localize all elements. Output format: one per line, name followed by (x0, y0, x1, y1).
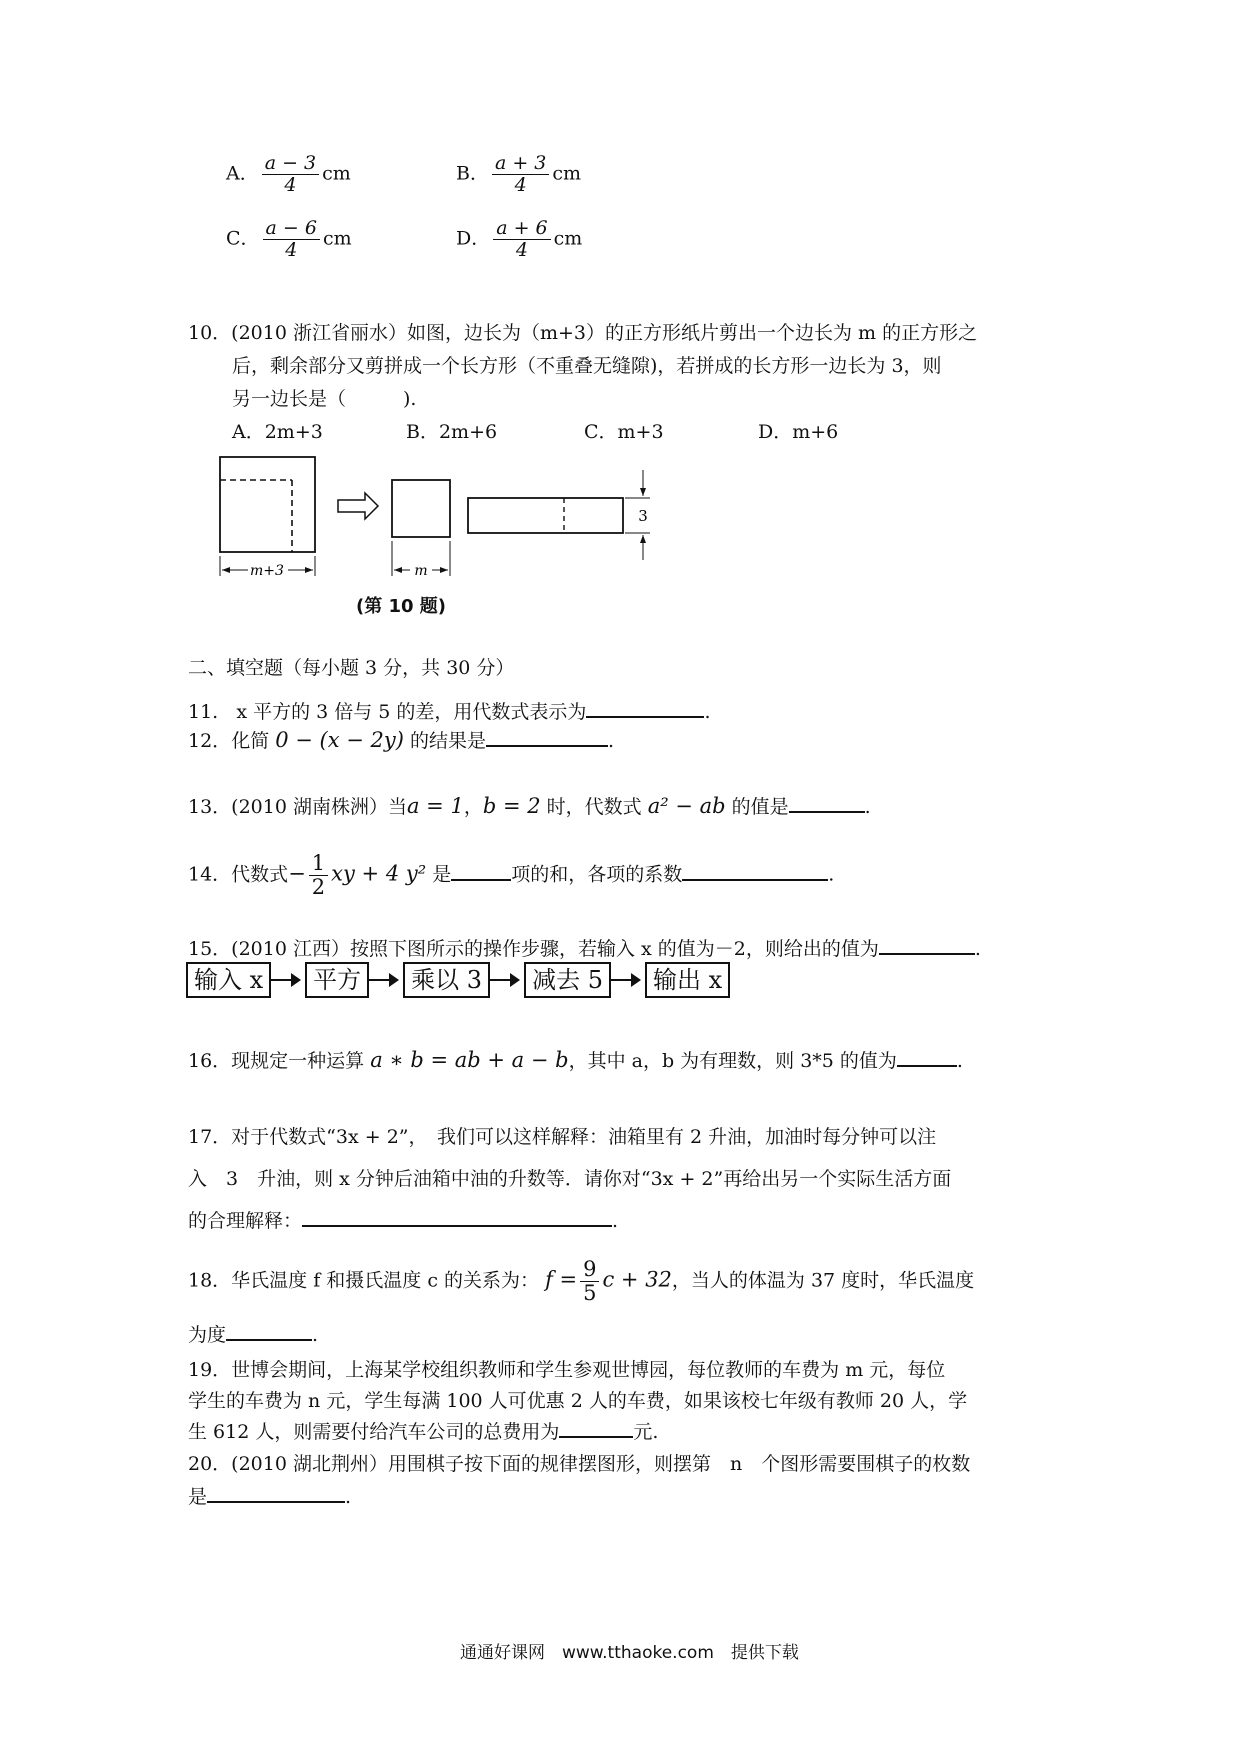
flow-step-multiply: 乘以 3 (403, 962, 490, 998)
q9-option-c: C． $\frac{a - 6}{4}$ cm (226, 217, 352, 261)
q10-figure (210, 450, 680, 580)
flow-step-output: 输出 x (645, 962, 730, 998)
q10-line2: 后，剩余部分又剪拼成一个长方形（不重叠无缝隙)，若拼成的长方形一边长为 3，则 (232, 355, 942, 377)
rectangle-side-label: 3 (638, 507, 648, 525)
q18: 18．华氏温度 f 和摄氏温度 c 的关系为： f = $\frac{9}{5}$ c + 32，当人的体温为 37 度时，华氏温度 (188, 1257, 975, 1306)
q14: 14．代数式− $\frac{1}{2}$ xy + 4 y² 是 项的和，各项的系数 . (188, 851, 835, 900)
q17-line3: 的合理解释： . (188, 1206, 618, 1233)
q16: 16．现规定一种运算 a ∗ b = ab + a − b，其中 a，b 为有理数，则 3*5 的值为 . (188, 1048, 963, 1072)
rectangle (468, 498, 623, 533)
flow-step-subtract: 减去 5 (524, 962, 611, 998)
q10-option-d: D．m+6 (758, 421, 839, 443)
q9-option-b: B． $\frac{a + 3}{4}$ cm (456, 152, 582, 196)
big-square (220, 457, 315, 552)
q17-line1: 17．对于代数式“3x + 2”， 我们可以这样解释：油箱里有 2 升油，加油时每分钟可以注 (188, 1126, 937, 1148)
q11: 11. x 平方的 3 倍与 5 的差，用代数式表示为 . (188, 697, 710, 724)
q20-line1: 20．(2010 湖北荆州）用围棋子按下面的规律摆图形，则摆第 n 个图形需要围棋子的枚数 (188, 1453, 971, 1475)
flow-step-input: 输入 x (186, 962, 271, 998)
q15-flowchart (186, 962, 730, 998)
big-square-label: m+3 (250, 563, 284, 579)
flow-arrow-icon (271, 979, 299, 981)
q19-line2: 学生的车费为 n 元，学生每满 100 人可优惠 2 人的车费，如果该校七年级有教师 20 人，学 (188, 1390, 968, 1412)
q13: 13．(2010 湖南株洲）当a = 1，b = 2 时，代数式 a² − ab 的值是 . (188, 794, 871, 818)
q10-caption: (第 10 题) (356, 596, 447, 617)
q9-option-a: A． $\frac{a - 3}{4}$ cm (226, 152, 351, 196)
q19-line1: 19．世博会期间，上海某学校组织教师和学生参观世博园，每位教师的车费为 m 元，每位 (188, 1359, 946, 1381)
flow-arrow-icon (369, 979, 397, 981)
q9-option-d: D． $\frac{a + 6}{4}$ cm (456, 217, 583, 261)
q10-option-a: A．2m+3 (232, 421, 323, 443)
q10-option-c: C．m+3 (584, 421, 664, 443)
q12: 12．化简 0 − (x − 2y) 的结果是 . (188, 728, 615, 752)
q17-line2: 入 3 升油，则 x 分钟后油箱中油的升数等．请你对“3x + 2”再给出另一个实际生活方面 (188, 1168, 952, 1190)
page-footer: 通通好课网 www.tthaoke.com 提供下载 (460, 1643, 799, 1663)
flow-arrow-icon (490, 979, 518, 981)
q10-line1: 10．(2010 浙江省丽水）如图，边长为（m+3）的正方形纸片剪出一个边长为 m 的正方形之 (188, 322, 978, 344)
small-square (392, 480, 450, 537)
q18-line2: 为度 . (188, 1320, 318, 1347)
q15: 15．(2010 江西）按照下图所示的操作步骤，若输入 x 的值为－2，则给出的值为 . (188, 934, 981, 961)
flow-arrow-icon (611, 979, 639, 981)
section-title: 二、填空题（每小题 3 分，共 30 分） (188, 657, 515, 679)
q10-option-b: B．2m+6 (406, 421, 498, 443)
q10-line3: 另一边长是（ ). (232, 388, 417, 410)
q20-line2: 是 . (188, 1482, 351, 1509)
q19-line3: 生 612 人，则需要付给汽车公司的总费用为 元. (188, 1417, 658, 1444)
small-square-label: m (414, 563, 428, 579)
hollow-arrow-icon (338, 493, 378, 519)
flow-step-square: 平方 (305, 962, 369, 998)
